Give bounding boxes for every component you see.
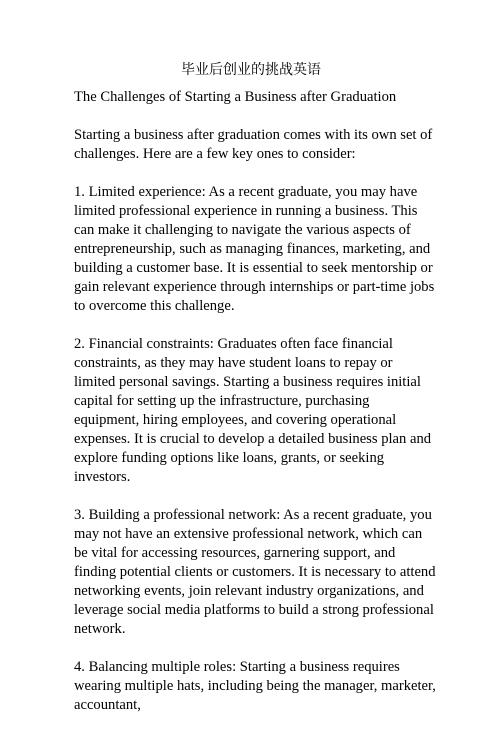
point-paragraph-2: 2. Financial constraints: Graduates often face financial constraints, as they may have student loans to repay or limited personal savings. Starting a business requires initial capital for setting up the infrastructure, purchasing equipment, hiring employees, and covering operational expenses. It is crucial to develop a detailed business plan and explore funding options like loans, grants, or seeking investors. [74, 336, 432, 485]
point-paragraph-3: 3. Building a professional network: As a recent graduate, you may not have an extensive professional network, which can be vital for accessing resources, garnering support, and finding potential clients or customers. It is necessary to attend networking events, join relevant industry organizations, and leverage social media platforms to build a strong professional network. [74, 507, 436, 637]
intro-paragraph: Starting a business after graduation comes with its own set of challenges. Here are a few key ones to consider: [74, 127, 433, 162]
article-heading: The Challenges of Starting a Business after Graduation [74, 89, 397, 105]
document-body [74, 88, 436, 734]
point-paragraph-4: 4. Balancing multiple roles: Starting a business requires wearing multiple hats, including being the manager, marketer, accountant, [74, 659, 436, 713]
point-paragraph-1: 1. Limited experience: As a recent graduate, you may have limited professional experience in running a business. This can make it challenging to navigate the various aspects of entrepreneurship, such as managing finances, marketing, and building a customer base. It is essential to seek mentorship or gain relevant experience through internships or part-time jobs to overcome this challenge. [74, 184, 435, 314]
document-title: 毕业后创业的挑战英语 [181, 62, 321, 78]
